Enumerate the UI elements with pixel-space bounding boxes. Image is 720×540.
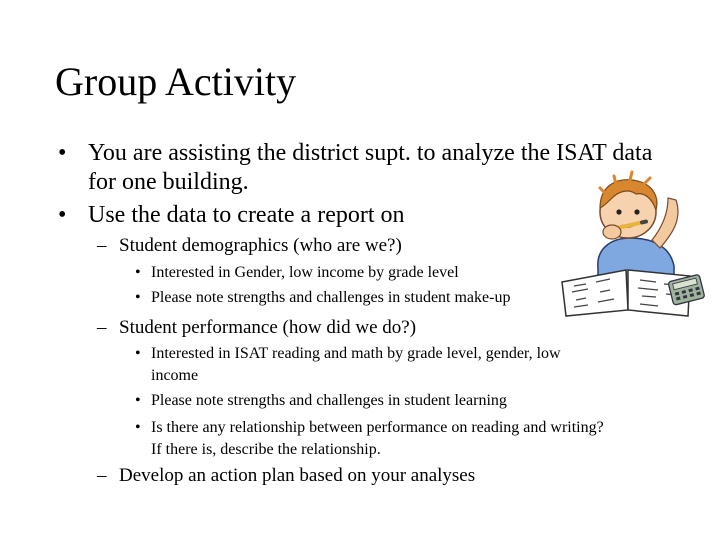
dash-icon: – [97, 235, 107, 256]
subitem-performance: Student performance (how did we do?) [119, 317, 417, 338]
detail-demographics-2: Please note strengths and challenges in student make-up [151, 289, 511, 306]
bullet-icon: • [135, 289, 141, 306]
bullet-icon: • [58, 140, 67, 166]
bullet-icon: • [135, 392, 141, 409]
detail-performance-3-cont: If there is, describe the relationship. [151, 441, 381, 458]
page-title: Group Activity [55, 59, 297, 104]
bullet-icon: • [135, 345, 141, 362]
detail-performance-1-cont: income [151, 367, 199, 384]
bullet-text-2: Use the data to create a report on [88, 202, 405, 228]
bullet-icon: • [135, 264, 141, 281]
bullet-text-1: You are assisting the district supt. to analyze the ISAT data [88, 140, 653, 166]
dash-icon: – [97, 465, 107, 486]
detail-demographics-1: Interested in Gender, low income by grade level [151, 264, 459, 281]
student-studying-icon [556, 170, 706, 320]
bullet-icon: • [58, 202, 67, 228]
detail-performance-1: Interested in ISAT reading and math by grade level, gender, low [151, 345, 561, 362]
subitem-demographics: Student demographics (who are we?) [119, 235, 402, 256]
detail-performance-2: Please note strengths and challenges in student learning [151, 392, 507, 409]
bullet-text-1-cont: for one building. [88, 169, 249, 195]
detail-performance-3: Is there any relationship between performance on reading and writing? [151, 419, 604, 436]
subitem-action-plan: Develop an action plan based on your analyses [119, 465, 476, 486]
bullet-icon: • [135, 419, 141, 436]
dash-icon: – [97, 317, 107, 338]
